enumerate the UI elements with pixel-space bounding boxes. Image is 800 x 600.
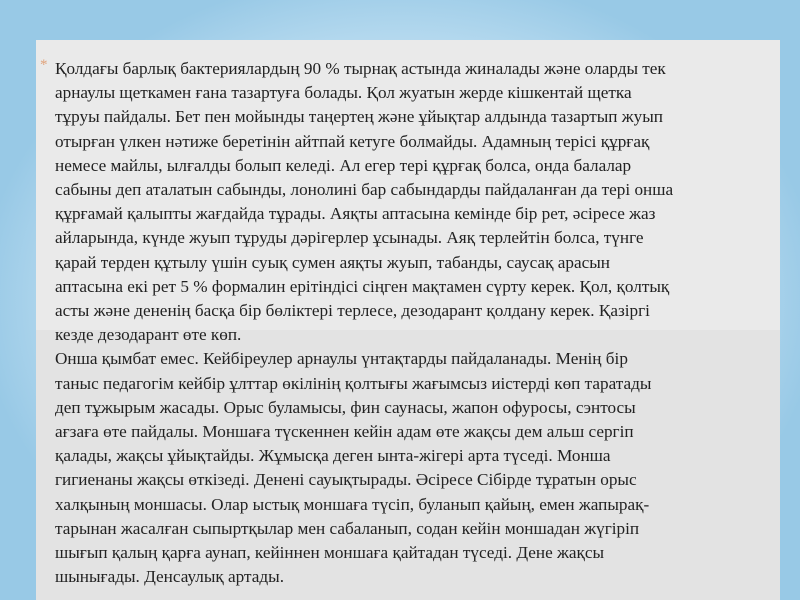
text-line: кезде дезодарант өте көп.	[55, 325, 242, 345]
text-line: шынығады. Денсаулық артады.	[55, 567, 284, 587]
text-line: ағзаға өте пайдалы. Моншаға түскеннен кейін адам өте жақсы дем альш сергіп	[55, 422, 634, 442]
text-line: тарынан жасалған сыпыртқылар мен сабаланып, содан кейін моншадан жүгіріп	[55, 518, 640, 538]
text-line: Қолдағы барлық бактериялардың 90 % тырнақ астында жиналады және оларды тек	[55, 59, 666, 78]
text-line: шығып қалың қарға аунап, кейіннен моншаға қайтадан түседі. Дене жақсы	[55, 543, 605, 563]
text-line: сабыны деп аталатын сабынды, лонолині бар сабындарды пайдаланған да тері онша	[55, 180, 674, 200]
text-line: деп тұжырым жасады. Орыс буламысы, фин саунасы, жапон офуросы, сэнтосы	[55, 397, 636, 417]
text-line: арнаулы щеткамен ғана тазартуға болады. Қол жуатын жерде кішкентай щетка	[55, 83, 632, 103]
text-line: құрғамай қалыпты жағдайда тұрады. Аяқты аптасына кемінде бір рет, әсіресе жаз	[55, 204, 656, 224]
text-line: таныс педагогім кейбір ұлттар өкілінің қолтығы жағымсыз иістерді көп таратады	[55, 373, 652, 393]
text-line: тұруы пайдалы. Бет пен мойынды таңертең және ұйықтар алдында тазартып жуып	[55, 107, 663, 127]
text-line: қарай терден құтылу үшін суық сумен аяқты жуып, табанды, саусақ арасын	[55, 252, 610, 272]
text-line: халқының моншасы. Олар ыстық моншаға түсіп, буланып қайың, емен жапырақ-	[55, 494, 650, 514]
text-line: айларында, күнде жуып тұруды дәрігерлер ұсынады. Аяқ терлейтін болса, түнге	[55, 228, 644, 248]
text-line: отырған үлкен нәтиже беретінін айтпай кетуге болмайды. Адамның терісі құрғақ	[55, 131, 650, 151]
text-line: асты және дененің басқа бір бөліктері терлесе, дезодарант қолдану керек. Қазіргі	[55, 301, 650, 321]
bullet-icon: *	[40, 57, 48, 73]
text-line: немесе майлы, ылғалды болып келеді. Ал егер тері құрғақ болса, онда балалар	[55, 155, 632, 175]
text-line: аптасына екі рет 5 % формалин ерітіндісі сіңген мақтамен сүрту керек. Қол, қолтық	[55, 276, 670, 296]
text-line: гигиенаны жақсы өткізеді. Денені сауықтырады. Әсіресе Сібірде тұратын орыс	[55, 470, 637, 490]
text-line: Онша қымбат емес. Кейбіреулер арнаулы үнтақтарды пайдаланады. Менің бір	[55, 349, 628, 369]
slide-body-text	[55, 57, 779, 589]
text-line: қалады, жақсы ұйықтайды. Жұмысқа деген ынта-жігері арта түседі. Монша	[55, 446, 611, 466]
